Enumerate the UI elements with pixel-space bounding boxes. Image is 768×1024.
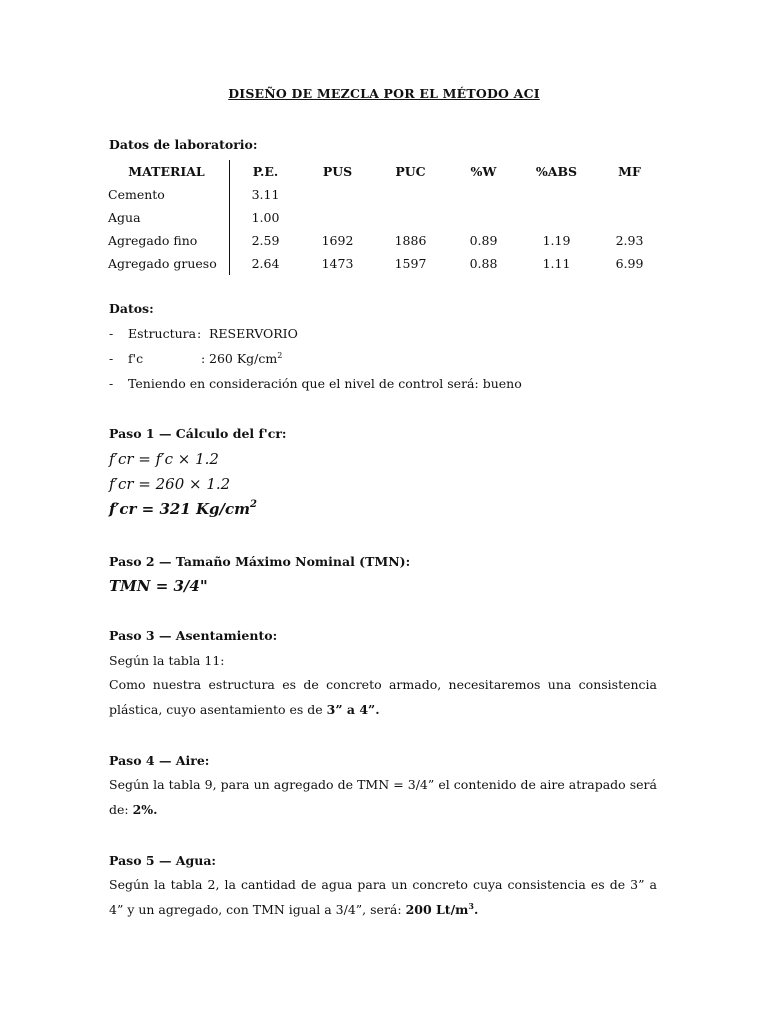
cell-puc: 1886 <box>394 233 427 248</box>
paso5-period: . <box>473 902 479 917</box>
paso5-paragraph <box>109 872 657 922</box>
datos-value: RESERVORIO <box>209 326 298 341</box>
cell-pus: 1473 <box>321 256 354 271</box>
header-pus: PUS <box>322 164 353 179</box>
datos-item-fc <box>109 351 283 366</box>
paso3-line: Según la tabla 11: <box>109 653 225 668</box>
table-row <box>104 183 666 206</box>
header-mf: MF <box>618 164 641 179</box>
cell-abs: 1.11 <box>542 256 571 271</box>
datos-value-superscript: 2 <box>277 351 283 360</box>
bullet: - <box>109 376 114 391</box>
cell-w <box>447 206 520 229</box>
cell-mf <box>593 183 666 206</box>
paso4-paragraph <box>109 772 657 822</box>
paso4-heading: Paso 4 — Aire: <box>109 753 210 768</box>
header-puc: PUC <box>395 164 426 179</box>
cell-abs: 1.19 <box>542 233 571 248</box>
paso1-heading: Paso 1 — Cálculo del f'cr: <box>109 426 287 441</box>
cell-puc <box>374 183 447 206</box>
paso1-result: f′cr = 321 Kg/cm <box>109 500 250 518</box>
datos-value: 260 Kg/cm <box>209 351 278 366</box>
bullet: - <box>109 326 114 341</box>
datos-sep: : <box>201 351 206 366</box>
header-abs: %ABS <box>535 164 578 179</box>
cell-abs <box>520 206 593 229</box>
cell-mf <box>593 206 666 229</box>
cell-pe: 2.59 <box>251 233 280 248</box>
paso2-heading: Paso 2 — Tamaño Máximo Nominal (TMN): <box>109 554 411 569</box>
lab-data-table <box>104 160 667 275</box>
datos-label: Estructura <box>128 326 197 341</box>
table-row <box>104 206 666 229</box>
datos-sep: : <box>197 326 202 341</box>
paso5-water-superscript: 3 <box>468 901 474 911</box>
cell-w: 0.89 <box>469 233 498 248</box>
cell-material: Agua <box>104 206 230 229</box>
cell-puc: 1597 <box>394 256 427 271</box>
paso3-paragraph <box>109 672 657 722</box>
datos-item-control <box>109 376 522 391</box>
cell-abs <box>520 183 593 206</box>
paso2-equation: TMN = 3/4" <box>109 577 208 595</box>
paso1-result-superscript: 2 <box>250 499 257 510</box>
document-title: DISEÑO DE MEZCLA POR EL MÉTODO ACI <box>228 86 540 101</box>
cell-material: Agregado fino <box>104 229 230 252</box>
bullet: - <box>109 351 114 366</box>
paso5-water-value: 200 Lt/m <box>405 902 469 917</box>
cell-pus <box>301 183 374 206</box>
paso4-air-value: 2%. <box>132 802 158 817</box>
table-row <box>104 229 666 252</box>
paso1-equation-2: f′cr = 260 × 1.2 <box>109 475 231 493</box>
paso5-heading: Paso 5 — Agua: <box>109 853 217 868</box>
cell-w: 0.88 <box>469 256 498 271</box>
cell-puc <box>374 206 447 229</box>
cell-mf: 2.93 <box>615 233 644 248</box>
paso5-text: Según la tabla 2, la cantidad de agua para un concreto cuya consistencia es de 3” a 4” y un agregado, con TMN igual a 3/4”, será: <box>109 877 657 917</box>
header-material: MATERIAL <box>104 160 230 183</box>
paso3-text: Como nuestra estructura es de concreto armado, necesitaremos una consistencia plástica, cuyo asentamiento es de <box>109 677 657 717</box>
datos-text: Teniendo en consideración que el nivel de control será: bueno <box>128 376 522 391</box>
cell-pus: 1692 <box>321 233 354 248</box>
paso3-slump-value: 3” a 4”. <box>326 702 380 717</box>
datos-item-estructura <box>109 326 298 341</box>
cell-pus <box>301 206 374 229</box>
paso1-equation-3 <box>109 500 257 518</box>
paso4-text: Según la tabla 9, para un agregado de TMN = 3/4” el contenido de aire atrapado será de: <box>109 777 657 817</box>
cell-pe: 1.00 <box>251 210 280 225</box>
table-header-row <box>104 160 666 183</box>
cell-pe: 2.64 <box>251 256 280 271</box>
datos-label: f'c <box>128 351 144 366</box>
cell-material: Cemento <box>104 183 230 206</box>
paso3-heading: Paso 3 — Asentamiento: <box>109 628 278 643</box>
cell-pe: 3.11 <box>251 187 280 202</box>
cell-w <box>447 183 520 206</box>
cell-mf: 6.99 <box>615 256 644 271</box>
table-row <box>104 252 666 275</box>
datos-heading: Datos: <box>109 301 154 316</box>
header-pe: P.E. <box>252 164 279 179</box>
lab-data-heading: Datos de laboratorio: <box>109 137 258 152</box>
header-w: %W <box>470 164 497 179</box>
paso1-equation-1: f′cr = f′c × 1.2 <box>109 450 219 468</box>
cell-material: Agregado grueso <box>104 252 230 275</box>
